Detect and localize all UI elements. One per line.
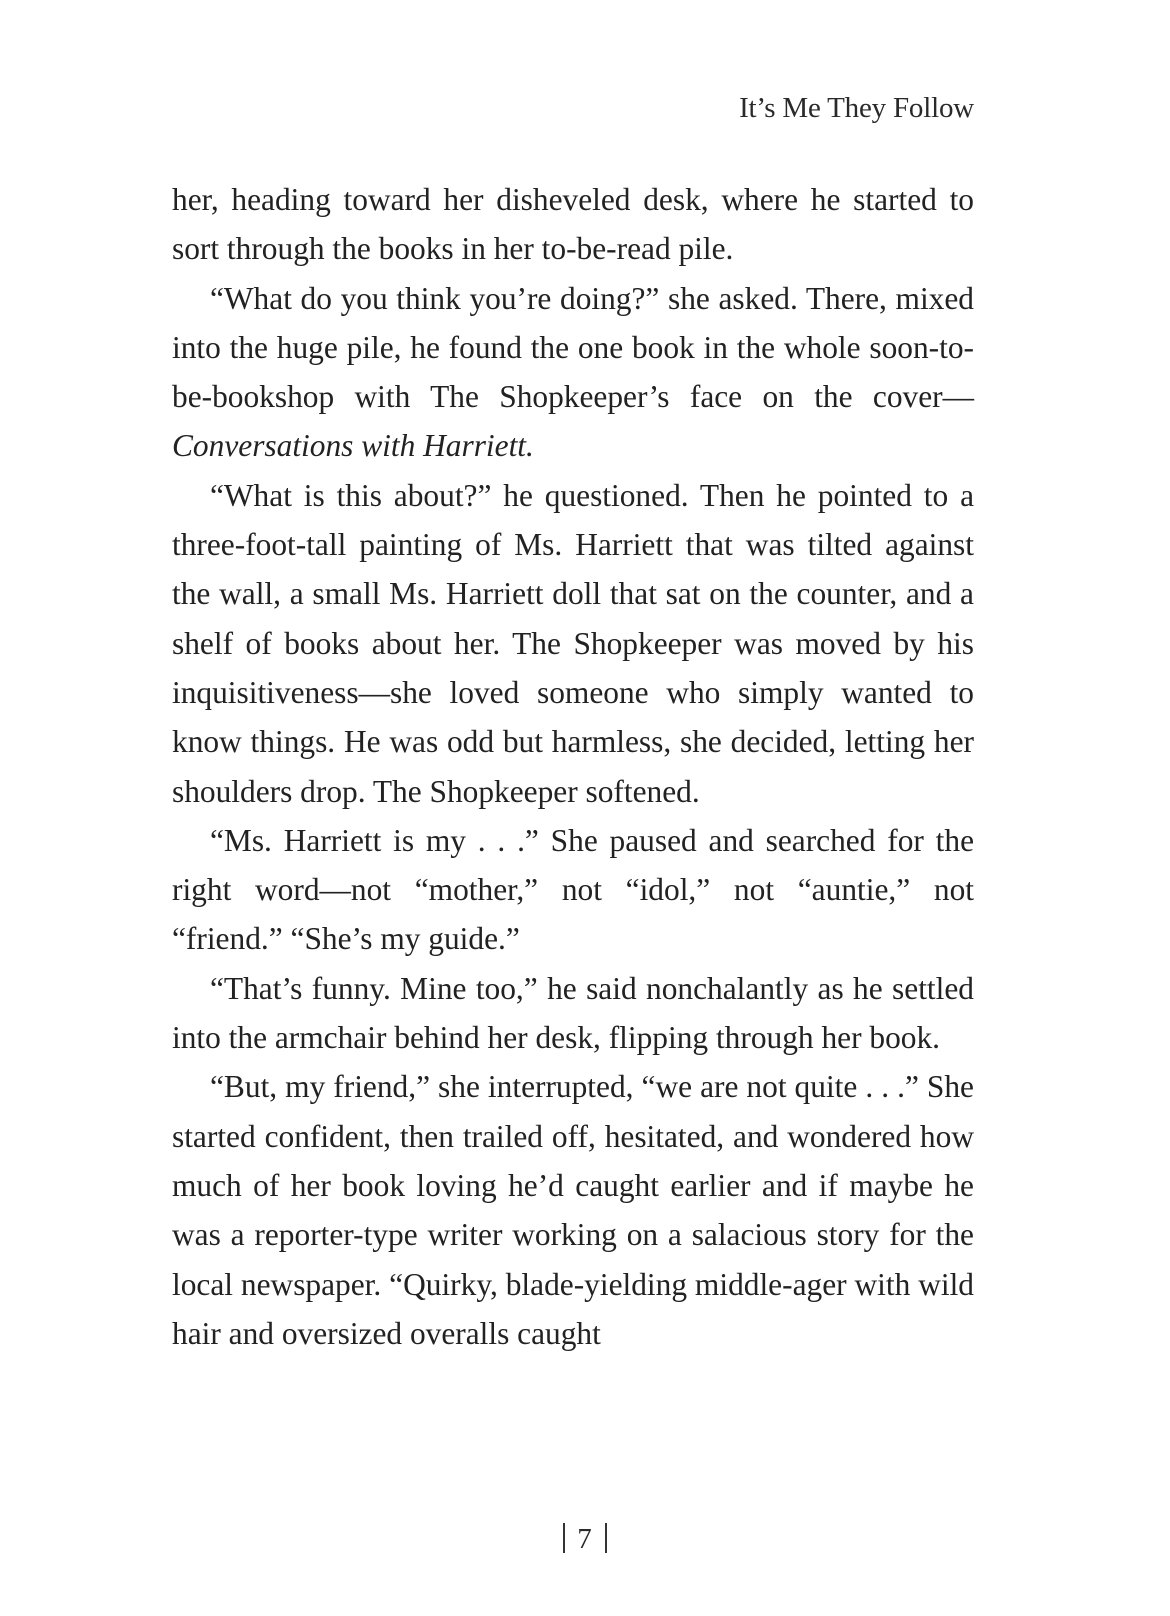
page-number (0, 1523, 1170, 1556)
running-head: It’s Me They Follow (739, 92, 974, 124)
paragraph: “That’s funny. Mine too,” he said nonchalantly as he settled into the armchair behind her desk, flipping through her book. (172, 970, 974, 1056)
book-title: Conversations with Harriett. (172, 428, 534, 464)
paragraph: “But, my friend,” she interrupted, “we are not quite . . .” She started confident, then trailed off, hesitated, and wondered how much of her book loving he’d caught earlier and if maybe he was a reporter-type writer working on a salacious story for the local newspaper. “Quirky, blade-yielding middle-ager with wild hair and oversized overalls caught (172, 1069, 974, 1351)
paragraph: her, heading toward her disheveled desk, where he started to sort through the books in her to-be-read pile. (172, 182, 974, 267)
body-text (172, 175, 974, 1358)
folio-bar-left (563, 1523, 565, 1553)
paragraph: “What is this about?” he questioned. Then he pointed to a three-foot-tall painting of Ms. Harriett that was tilted against the wall, a small Ms. Harriett doll that sat on the counter, and a shelf of books about her. The Shopkeeper was moved by his inquisitiveness—she loved someone who simply wanted to know things. He was odd but harmless, she decided, letting her shoulders drop. The Shopkeeper softened. (172, 477, 974, 809)
paragraph: “Ms. Harriett is my . . .” She paused and searched for the right word—not “mother,” not “idol,” not “auntie,” not “friend.” “She’s my guide.” (172, 822, 974, 957)
folio-bar-right (605, 1523, 607, 1553)
page-number-value: 7 (577, 1523, 593, 1555)
paragraph (172, 274, 974, 471)
paragraph-text: “What do you think you’re doing?” she asked. There, mixed into the huge pile, he found the one book in the whole soon-to-be-bookshop with The Shopkeeper’s face on the cover— (172, 280, 974, 415)
